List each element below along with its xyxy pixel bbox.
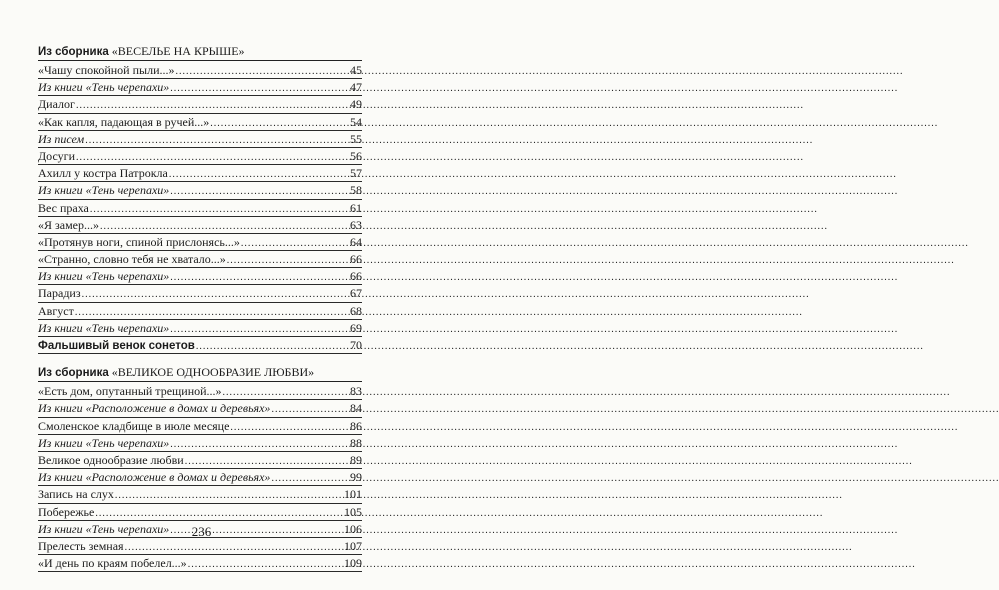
dot-leader — [94, 506, 344, 522]
toc-entry — [38, 131, 362, 148]
dot-leader — [187, 557, 344, 573]
toc-entries — [38, 383, 362, 572]
toc-entry-title: Из книги «Тень черепахи» — [38, 435, 170, 450]
dot-leader — [74, 305, 350, 321]
toc-entry-page: 61 — [350, 200, 362, 215]
toc-entry-title: Из книги «Тень черепахи» — [38, 80, 170, 95]
dot-leader — [270, 402, 350, 418]
dot-leader — [169, 184, 350, 200]
toc-entry-title: Из книги «Расположение в домах и деревьях» — [38, 401, 271, 416]
toc-section-2 — [38, 365, 362, 572]
toc-entry-title: Из книги «Тень черепахи» — [38, 269, 170, 284]
toc-entry-page: 106 — [344, 521, 362, 536]
toc-entry — [38, 400, 362, 417]
toc-entry-page: 66 — [350, 269, 362, 284]
toc-entry-page: 49 — [350, 97, 362, 112]
toc-entry-page: 86 — [350, 418, 362, 433]
toc-entry-page: 89 — [350, 452, 362, 467]
toc-entry-title: Из книги «Тень черепахи» — [38, 521, 170, 536]
toc-entry — [38, 486, 362, 503]
toc-entry-title: Смоленское кладбище в июле месяце — [38, 418, 230, 433]
toc-entry-title: Из книги «Тень черепахи» — [38, 320, 170, 335]
toc-entry — [38, 285, 362, 302]
toc-entry-page: 57 — [350, 166, 362, 181]
table-of-contents — [38, 44, 362, 572]
toc-entry-page: 67 — [350, 286, 362, 301]
toc-entry-title: Из книги «Тень черепахи» — [38, 183, 170, 198]
section-heading-prefix: Из сборника — [38, 367, 109, 380]
toc-entry-title: «Протянув ноги, спиной прислонясь...» — [38, 234, 240, 249]
dot-leader — [209, 116, 350, 132]
dot-leader — [270, 471, 350, 487]
toc-entry-page: 84 — [350, 401, 362, 416]
dot-leader — [169, 322, 350, 338]
section-heading — [38, 44, 362, 61]
dot-leader — [184, 454, 350, 470]
dot-leader — [124, 540, 344, 556]
toc-entry — [38, 504, 362, 521]
dot-leader — [89, 202, 350, 218]
toc-entry-page: 63 — [350, 217, 362, 232]
toc-entry-page: 101 — [344, 487, 362, 502]
toc-entry — [38, 303, 362, 320]
toc-entry — [38, 268, 362, 285]
toc-entry-page: 54 — [350, 114, 362, 129]
dot-leader — [222, 385, 350, 401]
toc-entry — [38, 165, 362, 182]
dot-leader — [75, 150, 350, 166]
dot-leader — [195, 339, 350, 355]
toc-entry-title: Вес праха — [38, 200, 89, 215]
toc-entry-page: 55 — [350, 131, 362, 146]
toc-entry-title: «Я замер...» — [38, 217, 99, 232]
toc-entry-title: Из писем — [38, 131, 85, 146]
toc-entry-title: Август — [38, 303, 74, 318]
toc-entry — [38, 383, 362, 400]
toc-entry-title: «И день по краям побелел...» — [38, 556, 187, 571]
toc-entry-title: Ахилл у костра Патрокла — [38, 166, 168, 181]
toc-entry-title: «Как капля, падающая в ручей...» — [38, 114, 210, 129]
toc-entry-page: 66 — [350, 252, 362, 267]
toc-entry-page: 58 — [350, 183, 362, 198]
toc-entries — [38, 62, 362, 354]
dot-leader — [168, 167, 350, 183]
dot-leader — [175, 64, 351, 80]
toc-entry-page: 70 — [350, 338, 362, 352]
toc-entry-title: Диалог — [38, 97, 75, 112]
toc-entry-page: 56 — [350, 148, 362, 163]
toc-entry — [38, 217, 362, 234]
toc-entry — [38, 79, 362, 96]
toc-entry — [38, 182, 362, 199]
dot-leader — [99, 219, 350, 235]
toc-entry-page: 45 — [350, 63, 362, 77]
toc-entry-title: Побережье — [38, 504, 95, 519]
dot-leader — [169, 270, 350, 286]
toc-entry — [38, 148, 362, 165]
book-page — [0, 0, 403, 590]
toc-entry-page: 83 — [350, 384, 362, 399]
toc-entry — [38, 418, 362, 435]
toc-entry-page: 107 — [344, 538, 362, 553]
section-heading — [38, 365, 362, 382]
toc-entry-title: «Чашу спокойной пыли...» — [38, 63, 175, 77]
toc-entry — [38, 435, 362, 452]
toc-entry — [38, 469, 362, 486]
page-number: 236 — [191, 524, 212, 539]
toc-entry-page: 69 — [350, 320, 362, 335]
toc-entry-title: Запись на слух — [38, 487, 114, 502]
dot-leader — [114, 488, 344, 504]
toc-entry — [38, 234, 362, 251]
toc-entry — [38, 62, 362, 79]
dot-leader — [84, 133, 350, 149]
toc-entry — [38, 251, 362, 268]
toc-entry-page: 68 — [350, 303, 362, 318]
toc-entry — [38, 200, 362, 217]
toc-entry — [38, 538, 362, 555]
toc-entry — [38, 96, 362, 113]
dot-leader — [240, 236, 350, 252]
toc-entry — [38, 337, 362, 354]
toc-entry-title: Парадиз — [38, 286, 81, 301]
toc-entry — [38, 555, 362, 572]
toc-entry — [38, 452, 362, 469]
toc-entry-title: Досуги — [38, 148, 75, 163]
toc-entry-title: «Есть дом, опутанный трещиной...» — [38, 384, 222, 399]
section-heading-prefix: Из сборника — [38, 46, 109, 58]
toc-entry-title: «Странно, словно тебя не хватало...» — [38, 252, 226, 267]
toc-entry-page: 47 — [350, 80, 362, 95]
section-heading-title: «ВЕЛИКОЕ ОДНООБРАЗИЕ ЛЮБВИ» — [108, 365, 315, 380]
toc-entry-page: 99 — [350, 470, 362, 485]
toc-entry-title: Великое однообразие любви — [38, 452, 184, 467]
toc-entry-title: Прелесть земная — [38, 538, 124, 553]
dot-leader — [226, 253, 350, 269]
toc-section-1 — [38, 44, 362, 354]
toc-entry-page: 109 — [344, 556, 362, 571]
toc-entry-page: 64 — [350, 234, 362, 249]
toc-entry-title: Фальшивый венок сонетов — [38, 340, 195, 352]
dot-leader — [169, 437, 350, 453]
dot-leader — [81, 287, 350, 303]
section-heading-title: «ВЕСЕЛЬЕ НА КРЫШЕ» — [108, 44, 245, 58]
toc-entry-page: 88 — [350, 435, 362, 450]
dot-leader — [75, 98, 350, 114]
dot-leader — [229, 420, 350, 436]
toc-entry — [38, 320, 362, 337]
dot-leader — [169, 81, 350, 97]
toc-entry-title: Из книги «Расположение в домах и деревьях» — [38, 470, 271, 485]
toc-entry-page: 105 — [344, 504, 362, 519]
toc-entry — [38, 114, 362, 131]
